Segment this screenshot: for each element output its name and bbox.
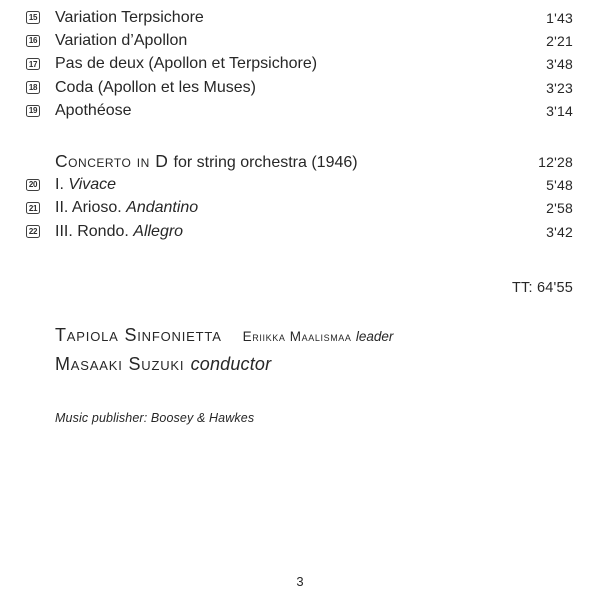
track-number-badge: 20 [26,179,40,192]
work-duration: 12'28 [538,153,573,170]
concerto-section [0,150,600,243]
track-number-badge: 22 [26,225,40,238]
movement-tempo: Andantino [126,199,199,217]
conductor-role: conductor [190,354,272,374]
leader-credit [243,328,394,346]
work-title [55,151,358,172]
movement-tempo: Allegro [133,222,184,240]
track-number-badge: 18 [26,81,40,94]
movement-title [55,199,198,217]
track-duration: 3'14 [546,102,573,119]
movement-number: III. Rondo. [55,222,134,240]
work-title-smallcaps: Concerto in D [55,151,169,172]
movement-tempo: Vivace [68,175,117,193]
orchestra-name: Tapiola Sinfonietta [55,325,222,345]
track-row [0,99,600,122]
movement-title [55,223,183,241]
track-row [0,6,600,29]
work-heading-row [0,150,600,173]
track-number-badge: 16 [26,35,40,48]
publisher-note: Music publisher: Boosey & Hawkes [55,411,255,425]
track-duration: 5'48 [546,176,573,193]
track-number-badge: 19 [26,105,40,118]
movement-number: II. Arioso. [55,199,127,217]
conductor-credit-line [55,354,271,375]
track-duration: 2'21 [546,32,573,49]
work-subtitle: for string orchestra (1946) [173,154,358,172]
track-title: Pas de deux (Apollon et Terpsichore) [55,55,318,73]
track-row [0,29,600,52]
track-number-badge: 21 [26,202,40,215]
track-duration: 2'58 [546,200,573,217]
track-title: Apothéose [55,101,132,119]
track-duration: 3'42 [546,223,573,240]
page-number: 3 [296,574,304,589]
track-title: Variation Terpsichore [55,8,204,26]
orchestra-credit-line [55,325,393,346]
track-duration: 3'48 [546,56,573,73]
leader-name: Eriikka Maalismaa [242,329,352,344]
track-row [0,76,600,99]
track-row [0,220,600,243]
track-title: Coda (Apollon et les Muses) [55,78,256,96]
total-time: TT: 64'55 [512,280,573,296]
conductor-name: Masaaki Suzuki [55,354,185,374]
track-number-badge: 15 [26,11,40,24]
movement-title [55,176,116,194]
track-number-badge: 17 [26,58,40,71]
track-title: Variation d’Apollon [55,31,188,49]
track-row [0,173,600,196]
track-duration: 1'43 [546,9,573,26]
track-row [0,197,600,220]
leader-role: leader [355,329,394,344]
track-row [0,53,600,76]
apollon-tracklist [0,6,600,122]
track-duration: 3'23 [546,79,573,96]
movement-number: I. [55,175,69,193]
